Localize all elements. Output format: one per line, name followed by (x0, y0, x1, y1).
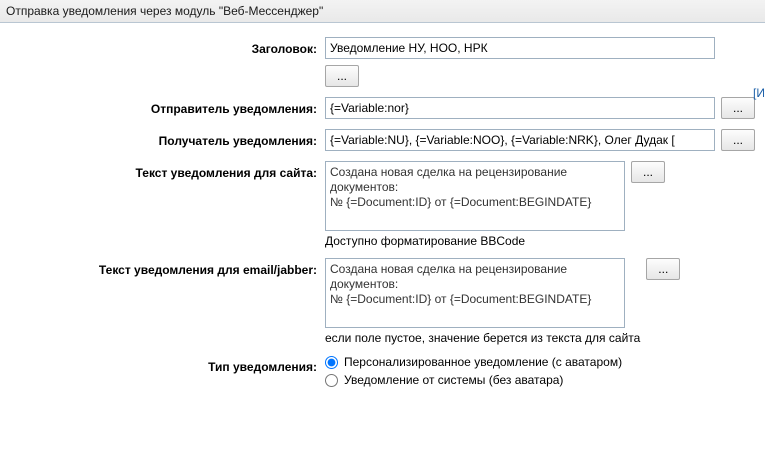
window-title: Отправка уведомления через модуль "Веб-Мессенджер" (6, 4, 324, 18)
row-title (0, 37, 765, 87)
site-text-textarea[interactable] (325, 161, 625, 231)
row-sender (0, 97, 765, 119)
sender-input[interactable] (325, 97, 715, 119)
site-text-hint: Доступно форматирование BBCode (325, 234, 526, 248)
row-receiver (0, 129, 765, 151)
receiver-field-group (325, 129, 755, 151)
row-site-text (0, 161, 765, 248)
title-browse-button[interactable]: ... (325, 65, 359, 87)
notification-type-label: Тип уведомления: (208, 360, 317, 374)
notification-form (0, 23, 765, 391)
receiver-browse-button[interactable]: ... (721, 129, 755, 151)
notification-type-option-personal[interactable] (325, 355, 622, 369)
notification-type-group (325, 355, 622, 391)
email-text-label: Текст уведомления для email/jabber: (98, 263, 317, 277)
title-input[interactable] (325, 37, 715, 59)
row-notification-type (0, 355, 765, 391)
email-text-area-wrap (325, 258, 640, 345)
receiver-label: Получатель уведомления: (158, 134, 317, 148)
email-text-browse-button[interactable]: ... (646, 258, 680, 280)
title-field-group (325, 37, 715, 87)
site-text-field-group (325, 161, 665, 248)
notification-type-option-personal-label: Персонализированное уведомление (с аватаром) (344, 355, 623, 369)
row-email-text (0, 258, 765, 345)
window-titlebar (0, 0, 765, 23)
receiver-input[interactable] (325, 129, 715, 151)
notification-type-radio-system[interactable] (325, 374, 338, 387)
notification-type-option-system[interactable] (325, 373, 622, 387)
notification-type-option-system-label: Уведомление от системы (без аватара) (344, 373, 564, 387)
site-text-label: Текст уведомления для сайта: (135, 166, 317, 180)
email-text-hint: если поле пустое, значение берется из текста для сайта (325, 331, 641, 345)
site-text-area-wrap (325, 161, 625, 248)
sender-browse-button[interactable]: ... (721, 97, 755, 119)
insert-value-link[interactable]: [И (753, 86, 765, 100)
sender-field-group (325, 97, 755, 119)
notification-type-radio-personal[interactable] (325, 356, 338, 369)
email-text-field-group (325, 258, 680, 345)
site-text-browse-button[interactable]: ... (631, 161, 665, 183)
title-label: Заголовок: (251, 42, 317, 56)
email-text-textarea[interactable] (325, 258, 625, 328)
sender-label: Отправитель уведомления: (150, 102, 317, 116)
